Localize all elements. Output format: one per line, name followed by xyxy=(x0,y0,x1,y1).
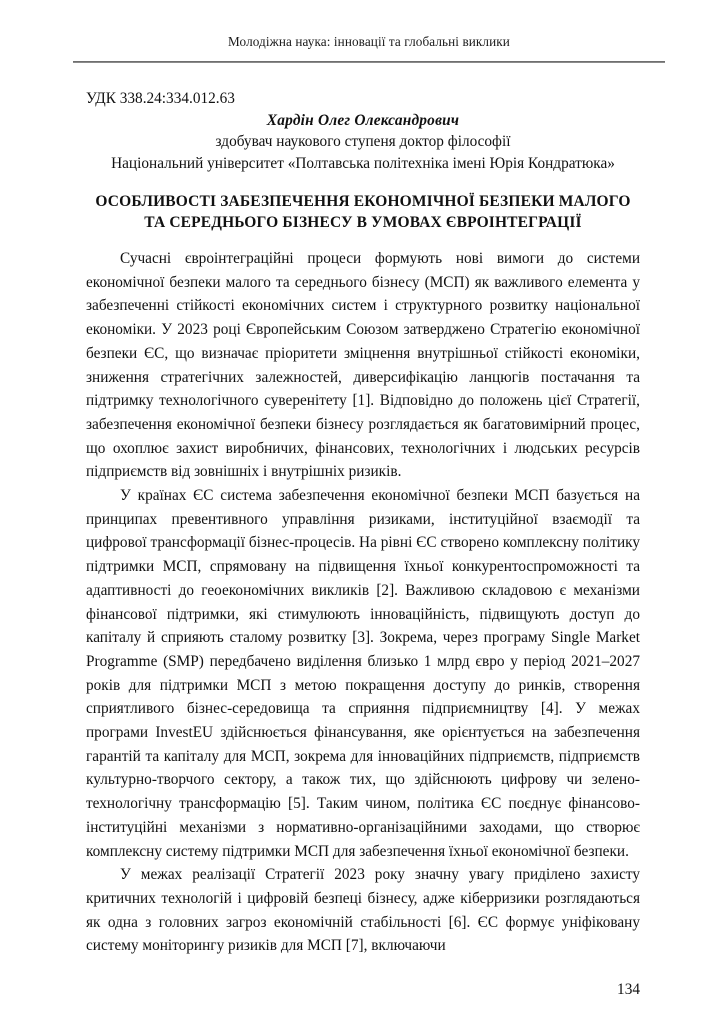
author-block xyxy=(86,110,640,174)
running-header: Молодіжна наука: інновації та глобальні виклики xyxy=(228,34,510,49)
page-content xyxy=(86,88,640,958)
author-name: Хардін Олег Олександрович xyxy=(266,112,460,130)
article-body xyxy=(86,247,640,958)
body-paragraph: Сучасні євроінтеграційні процеси формують нові вимоги до системи економічної безпеки малого та середнього бізнесу (МСП) як важливого елемента у забезпеченні стійкості економічних систем і структурного розвитку національної економіки. У 2023 році Європейським Союзом затверджено Стратегію економічної безпеки ЄС, що визначає пріоритети зміцнення внутрішньої стійкості економіки, зниження стратегічних залежностей, диверсифікацію ланцюгів постачання та підтримку технологічного суверенітету [1]. Відповідно до положень цієї Стратегії, забезпечення економічної безпеки бізнесу розглядається як багатовимірний процес, що охоплює захист виробничих, фінансових, технологічних і людських ресурсів підприємств від зовнішніх і внутрішніх ризиків. xyxy=(86,250,640,481)
udk-code: УДК 338.24:334.012.63 xyxy=(86,90,235,107)
body-paragraph: У країнах ЄС система забезпечення економічної безпеки МСП базується на принципах превентивного управління ризиками, інституційної взаємодії та цифрової трансформації бізнес-процесів. На рівні ЄС створено комплексну політику підтримки МСП, спрямовану на підвищення їхньої конкурентоспроможності та адаптивності до геоекономічних викликів [2]. Важливою складовою є механізми фінансової підтримки, які стимулюють інноваційність, підвищують доступ до капіталу й сприяють сталому розвитку [3]. Зокрема, через програму Single Market Programme (SMP) передбачено виділення близько 1 млрд євро у період 2021–2027 років для підтримки МСП з метою покращення доступу до ринків, створення сприятливого бізнес-середовища та сприяння підприємництву [4]. У межах програми InvestEU здійснюється фінансування, яке орієнтується на забезпечення гарантій та капіталу для МСП, зокрема для інноваційних підприємств, підприємств культурно-творчого сектору, а також тих, що здійснюють цифрову чи зелено-технологічну трансформацію [5]. Таким чином, політика ЄС поєднує фінансово-інституційні механізми з нормативно-організаційними заходами, що створює комплексну систему підтримки МСП для забезпечення їхньої економічної безпеки. xyxy=(86,487,640,860)
header-divider-rule xyxy=(73,61,665,63)
body-paragraph: У межах реалізації Стратегії 2023 року значну увагу приділено захисту критичних технологій і цифровій безпеці бізнесу, адже кіберризики розглядаються як одна з головних загроз економічній стабільності [6]. ЄС формує уніфіковану систему моніторингу ризиків для МСП [7], включаючи xyxy=(86,866,640,955)
article-title: ОСОБЛИВОСТІ ЗАБЕЗПЕЧЕННЯ ЕКОНОМІЧНОЇ БЕЗПЕКИ МАЛОГО ТА СЕРЕДНЬОГО БІЗНЕСУ В УМОВАХ ЄВРОІНТЕГРАЦІЇ xyxy=(95,192,631,232)
author-affiliation: Національний університет «Полтавська політехніка імені Юрія Кондратюка» xyxy=(111,154,615,172)
author-degree: здобувач наукового ступеня доктор філософії xyxy=(215,133,511,151)
page-number: 134 xyxy=(617,981,640,998)
